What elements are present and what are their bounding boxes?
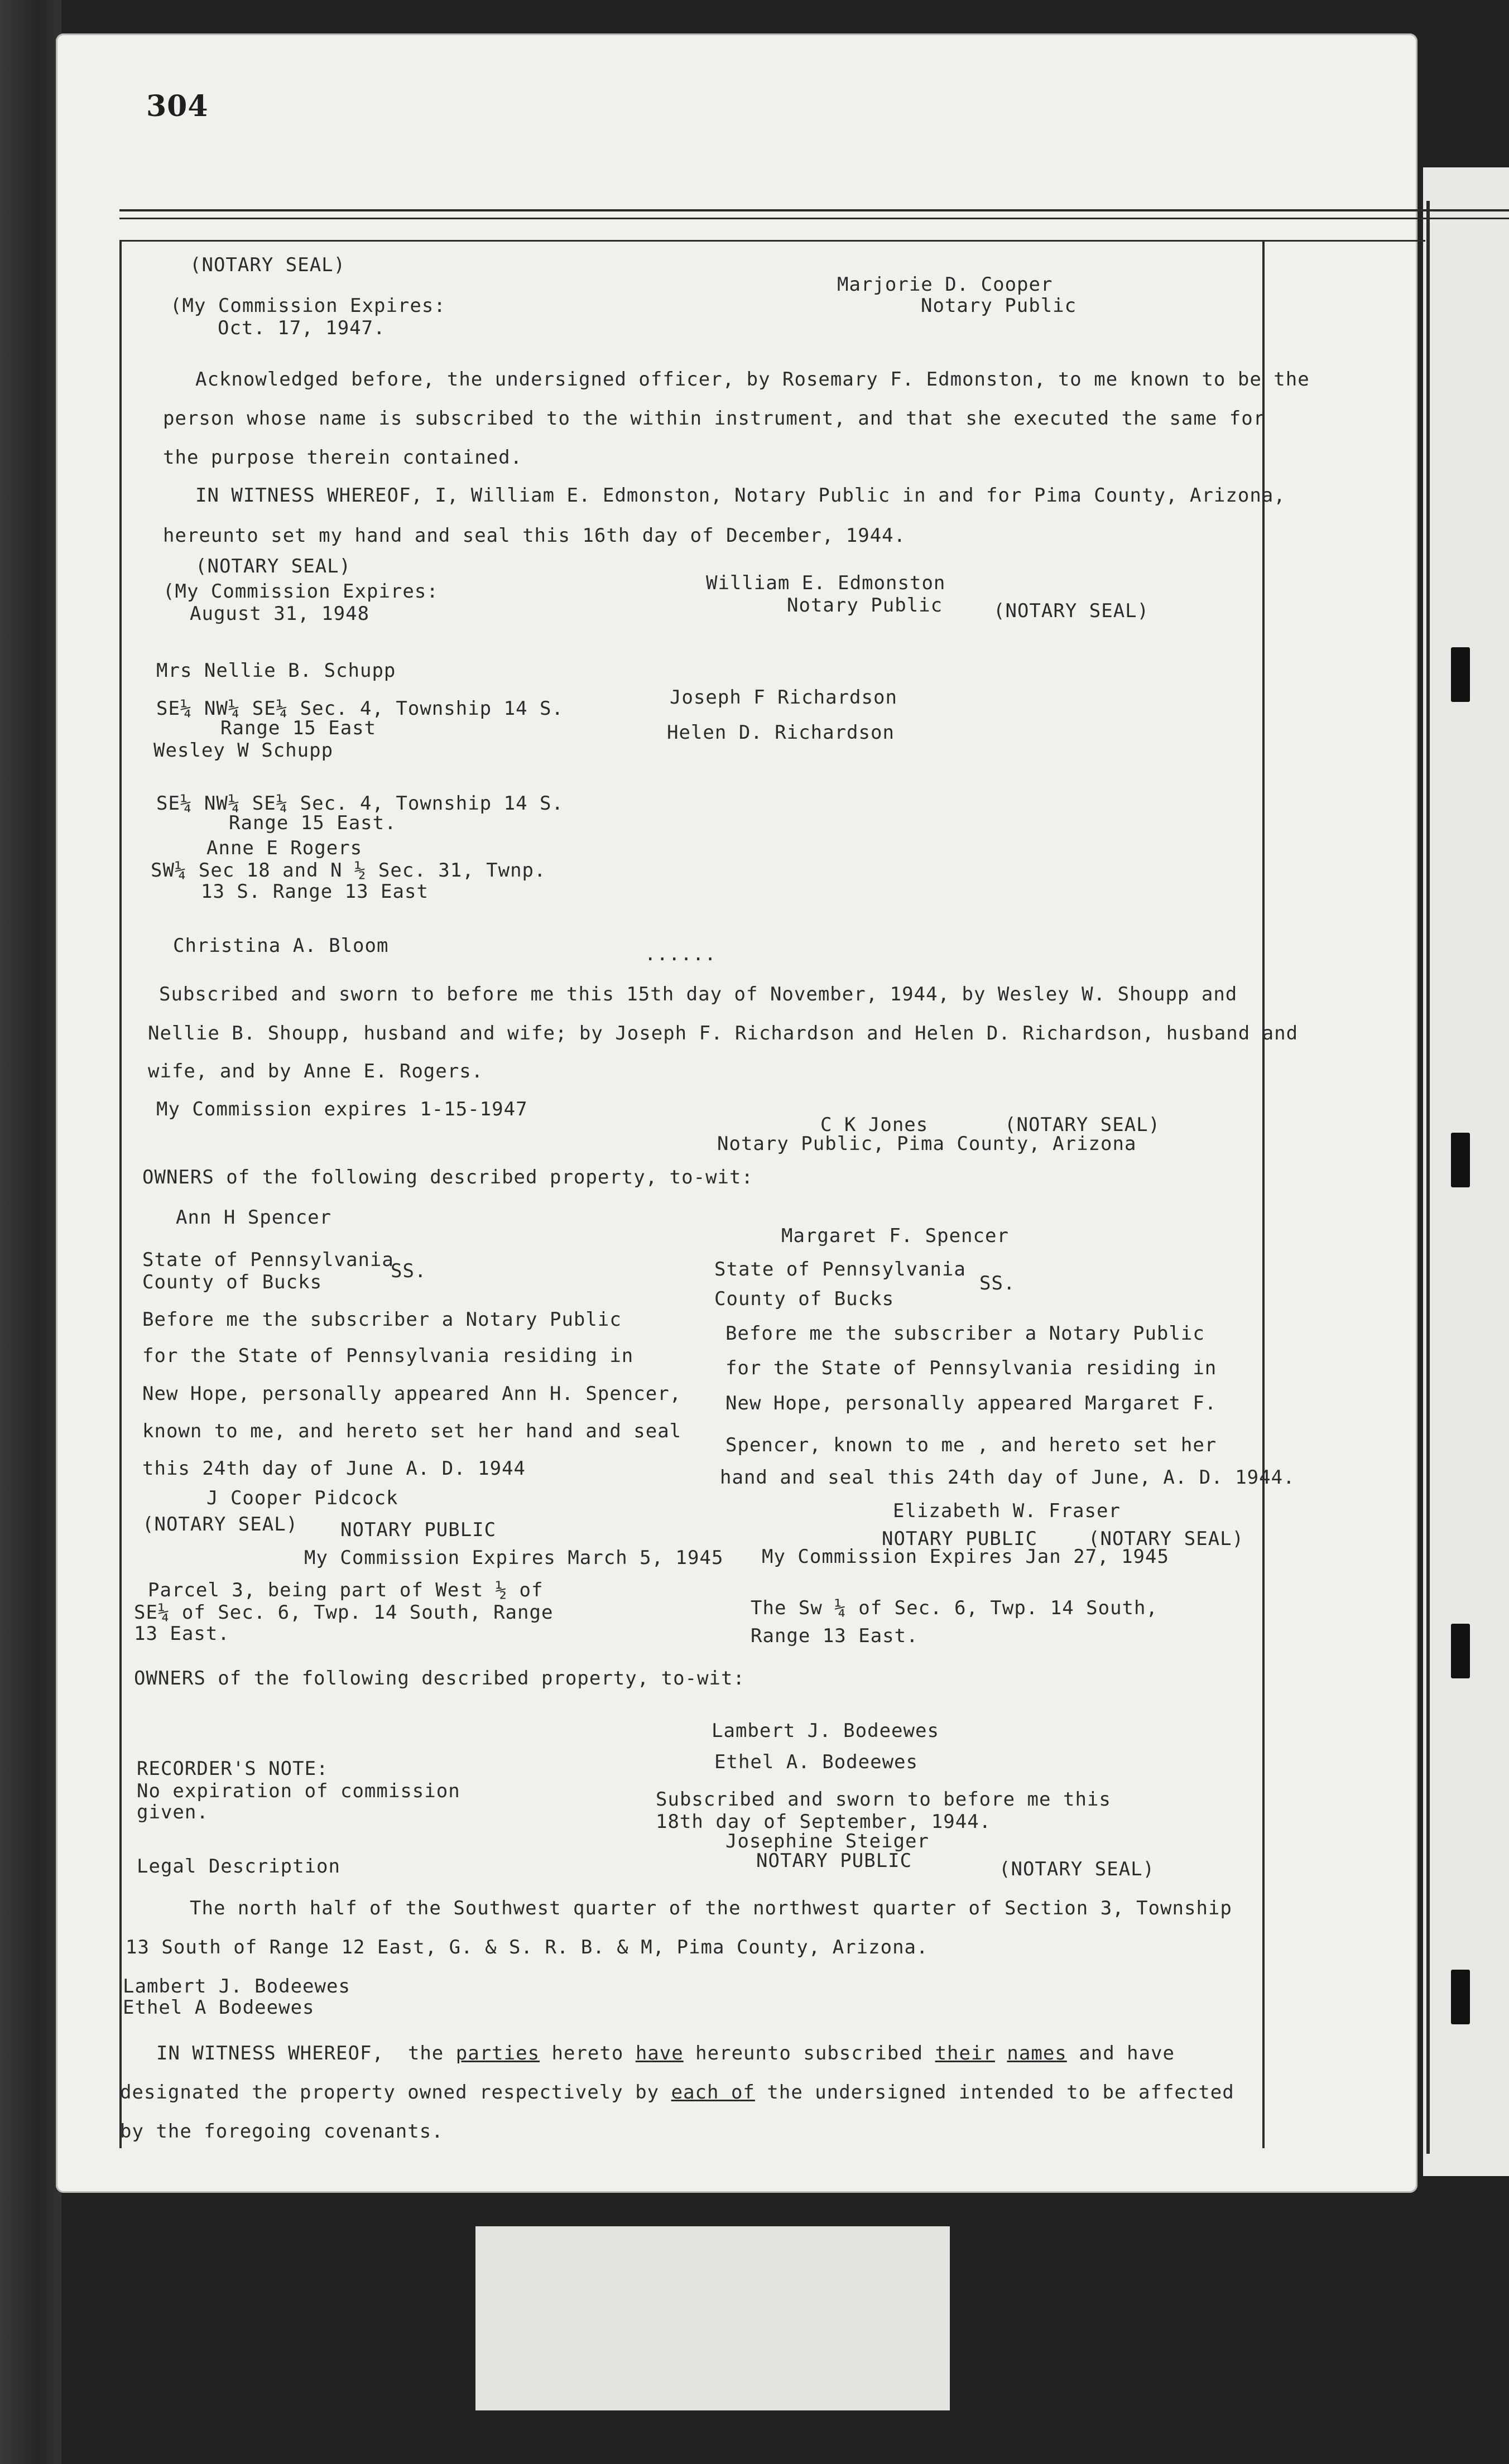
acknowledgement-text: for the State of Pennsylvania residing in bbox=[142, 1345, 634, 1367]
parcel-description: Parcel 3, being part of West ½ of bbox=[148, 1579, 544, 1601]
commission-label: My Commission expires 1-15-1947 bbox=[156, 1098, 528, 1120]
commission-label: (My Commission Expires: bbox=[170, 295, 446, 317]
owner-name: Christina A. Bloom bbox=[173, 935, 389, 957]
acknowledgement-text: known to me, and hereto set her hand and seal bbox=[142, 1420, 682, 1442]
right-margin-line bbox=[1262, 240, 1265, 2148]
notary-signature: William E. Edmonston bbox=[706, 572, 946, 594]
sworn-line: Nellie B. Shoupp, husband and wife; by Joseph F. Richardson and Helen D. Richardson, husband and bbox=[148, 1022, 1299, 1045]
acknowledgement-text: for the State of Pennsylvania residing in bbox=[725, 1357, 1217, 1379]
ack-line: the purpose therein contained. bbox=[163, 446, 523, 469]
parcel-description: 13 East. bbox=[134, 1623, 230, 1645]
state-label: State of Pennsylvania bbox=[714, 1258, 966, 1281]
parcel-description: The Sw ¼ of Sec. 6, Twp. 14 South, bbox=[751, 1597, 1158, 1619]
recorder-note-heading: RECORDER'S NOTE: bbox=[137, 1758, 329, 1780]
sworn-line: Subscribed and sworn to before me this bbox=[656, 1788, 1111, 1811]
sworn-line: Subscribed and sworn to before me this 15th day of November, 1944, by Wesley W. Shoupp and bbox=[159, 983, 1238, 1005]
notary-signature: Elizabeth W. Fraser bbox=[893, 1500, 1121, 1522]
ack-line: person whose name is subscribed to the within instrument, and that she executed the same for bbox=[163, 407, 1266, 430]
underlined-word: parties bbox=[455, 2042, 540, 2064]
binder-tab bbox=[1451, 647, 1470, 702]
acknowledgement-text: Before me the subscriber a Notary Public bbox=[725, 1322, 1205, 1345]
witness-paragraph-line3: by the foregoing covenants. bbox=[120, 2120, 444, 2143]
notary-title: NOTARY PUBLIC bbox=[756, 1850, 912, 1872]
parcel-description: 13 S. Range 13 East bbox=[201, 880, 429, 903]
owner-name: Joseph F Richardson bbox=[670, 686, 897, 709]
notary-signature: Josephine Steiger bbox=[725, 1830, 929, 1852]
notary-title: Notary Public bbox=[921, 295, 1077, 317]
acknowledgement-text: New Hope, personally appeared Margaret F. bbox=[725, 1392, 1217, 1414]
signature-name: Ethel A Bodeewes bbox=[123, 1996, 315, 2019]
owner-name: Wesley W Schupp bbox=[153, 739, 334, 762]
parcel-description: Range 15 East bbox=[220, 717, 377, 739]
sworn-line: wife, and by Anne E. Rogers. bbox=[148, 1060, 484, 1082]
notary-title: NOTARY PUBLIC bbox=[882, 1528, 1038, 1550]
notary-seal-label: (NOTARY SEAL) bbox=[1005, 1114, 1161, 1136]
recorder-note: given. bbox=[137, 1801, 209, 1823]
acknowledgement-text: hand and seal this 24th day of June, A. D. 1944. bbox=[720, 1466, 1295, 1489]
parcel-description: SW¼ Sec 18 and N ½ Sec. 31, Twnp. bbox=[151, 859, 546, 882]
witness-paragraph-line2: designated the property owned respectively by each of the undersigned intended to be affected bbox=[120, 2081, 1234, 2104]
binder-tab bbox=[1451, 1133, 1470, 1187]
legal-description-heading: Legal Description bbox=[137, 1855, 340, 1878]
notary-seal-label: (NOTARY SEAL) bbox=[999, 1858, 1155, 1880]
header-rule bbox=[119, 240, 1425, 242]
notary-seal-label: (NOTARY SEAL) bbox=[142, 1513, 299, 1536]
adjacent-page-border bbox=[1426, 201, 1430, 2154]
owner-name: Ann H Spencer bbox=[176, 1206, 332, 1229]
parcel-description: SE¼ of Sec. 6, Twp. 14 South, Range bbox=[134, 1601, 554, 1624]
ss-label: SS. bbox=[391, 1260, 427, 1282]
notary-title: Notary Public bbox=[787, 594, 943, 617]
notary-seal-label: (NOTARY SEAL) bbox=[190, 254, 346, 276]
binder-tab bbox=[1451, 1624, 1470, 1678]
legal-description-text: The north half of the Southwest quarter of the northwest quarter of Section 3, Township bbox=[190, 1897, 1232, 1919]
commission-date: August 31, 1948 bbox=[190, 603, 370, 625]
notary-seal-label: (NOTARY SEAL) bbox=[993, 600, 1150, 622]
parcel-description: SE¼ NW¼ SE¼ Sec. 4, Township 14 S. bbox=[156, 792, 564, 815]
legal-description-text: 13 South of Range 12 East, G. & S. R. B. & M, Pima County, Arizona. bbox=[126, 1936, 929, 1958]
acknowledgement-text: this 24th day of June A. D. 1944 bbox=[142, 1457, 526, 1480]
signature-name: Lambert J. Bodeewes bbox=[123, 1975, 350, 1998]
notary-signature: C K Jones bbox=[820, 1114, 929, 1136]
owners-heading: OWNERS of the following described property, to-wit: bbox=[142, 1166, 753, 1188]
notary-title: Notary Public, Pima County, Arizona bbox=[717, 1133, 1137, 1155]
county-label: County of Bucks bbox=[714, 1288, 895, 1310]
underlined-word: their bbox=[935, 2042, 995, 2064]
state-label: State of Pennsylvania bbox=[142, 1249, 394, 1271]
left-margin-line bbox=[119, 240, 122, 2148]
notary-signature: Marjorie D. Cooper bbox=[837, 273, 1053, 296]
owner-name: Lambert J. Bodeewes bbox=[712, 1720, 939, 1742]
recorder-note: No expiration of commission bbox=[137, 1780, 460, 1802]
notary-seal-label: (NOTARY SEAL) bbox=[195, 555, 352, 578]
acknowledgement-text: Spencer, known to me , and hereto set her bbox=[725, 1434, 1217, 1456]
owners-heading: OWNERS of the following described property, to-wit: bbox=[134, 1667, 745, 1690]
commission-label: (My Commission Expires: bbox=[163, 580, 439, 603]
witness-line: hereunto set my hand and seal this 16th day of December, 1944. bbox=[163, 524, 906, 547]
witness-line: IN WITNESS WHEREOF, I, William E. Edmonston, Notary Public in and for Pima County, Arizona, bbox=[195, 484, 1286, 507]
page-number: 304 bbox=[146, 89, 209, 123]
notary-title: NOTARY PUBLIC bbox=[340, 1519, 497, 1541]
binder-tab bbox=[1451, 1970, 1470, 2024]
notary-seal-label: (NOTARY SEAL) bbox=[1088, 1528, 1244, 1550]
index-card bbox=[475, 2226, 950, 2410]
commission-date: Oct. 17, 1947. bbox=[218, 317, 386, 339]
acknowledgement-text: New Hope, personally appeared Ann H. Spencer, bbox=[142, 1383, 682, 1405]
parcel-description: SE¼ NW¼ SE¼ Sec. 4, Township 14 S. bbox=[156, 697, 564, 720]
top-rule bbox=[119, 209, 1509, 211]
acknowledgement-text: Before me the subscriber a Notary Public bbox=[142, 1308, 622, 1331]
owner-name: Anne E Rogers bbox=[206, 837, 363, 859]
top-rule-double bbox=[119, 218, 1509, 219]
commission-label: My Commission Expires Jan 27, 1945 bbox=[762, 1546, 1169, 1568]
owner-name: Ethel A. Bodeewes bbox=[714, 1751, 918, 1773]
binder-edge bbox=[0, 0, 61, 2464]
ss-label: SS. bbox=[979, 1272, 1016, 1294]
underlined-word: have bbox=[635, 2042, 684, 2064]
county-label: County of Bucks bbox=[142, 1271, 323, 1293]
underlined-word: names bbox=[1007, 2042, 1067, 2064]
sworn-line: 18th day of September, 1944. bbox=[656, 1811, 992, 1833]
witness-paragraph-line1: IN WITNESS WHEREOF, the parties hereto have hereunto subscribed their names and have bbox=[156, 2042, 1175, 2064]
owner-name: Mrs Nellie B. Schupp bbox=[156, 660, 396, 682]
owner-name: Margaret F. Spencer bbox=[781, 1225, 1009, 1247]
owner-name: Helen D. Richardson bbox=[667, 721, 895, 744]
underlined-word: each of bbox=[671, 2081, 755, 2104]
ack-line: Acknowledged before, the undersigned officer, by Rosemary F. Edmonston, to me known to be the bbox=[195, 368, 1310, 391]
ellipsis-marks: ...... bbox=[645, 943, 717, 965]
parcel-description: Range 15 East. bbox=[229, 812, 397, 834]
notary-signature: J Cooper Pidcock bbox=[206, 1487, 398, 1509]
parcel-description: Range 13 East. bbox=[751, 1625, 919, 1647]
commission-label: My Commission Expires March 5, 1945 bbox=[304, 1547, 724, 1569]
